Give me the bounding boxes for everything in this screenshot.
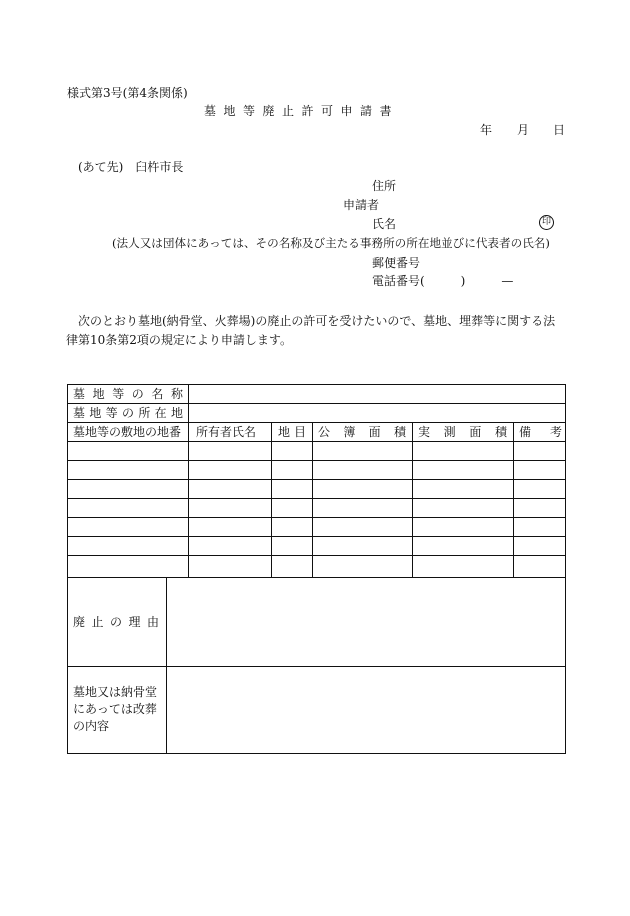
corporate-note: (法人又は団体にあっては、その名称及び主たる事務所の所在地並びに代表者の氏名) [112, 236, 550, 250]
label-reburial-details: 墓地又は納骨堂 にあっては改葬 の内容 [73, 685, 158, 733]
date-line [480, 123, 565, 137]
applicant-name-label: 氏名 [372, 217, 397, 231]
table-rule [68, 577, 565, 578]
table-divider [166, 577, 167, 753]
date-year-label: 年 [480, 123, 493, 137]
table-divider [312, 422, 313, 577]
addressee: (あて先) 臼杵市長 [78, 160, 184, 174]
body-text: 次のとおり墓地(納骨堂、火葬場)の廃止の許可を受けたいので、墓地、埋葬等に関する法律第10条第2項の規定により申請します。 [66, 314, 556, 347]
application-table [67, 384, 566, 754]
form-number: 様式第3号(第4条関係) [67, 86, 188, 100]
table-divider [513, 422, 514, 577]
date-day-label: 日 [553, 123, 566, 137]
page-title: 墓地等廃止許可申請書 [204, 104, 400, 118]
phone-label: 電話番号( ) — [372, 274, 514, 288]
label-abolition-reason: 廃 止 の 理 由 [73, 615, 159, 629]
header-surveyed-area: 実 測 面 積 [418, 425, 507, 439]
seal-mark: 印 [539, 215, 554, 230]
table-rule [68, 460, 565, 461]
header-land-category: 地 目 [278, 425, 306, 439]
table-rule [68, 555, 565, 556]
label-cemetery-name: 墓 地 等 の 名 称 [73, 387, 183, 401]
header-lot-number: 墓地等の敷地の地番 [73, 425, 182, 439]
table-rule [68, 441, 565, 442]
table-rule [68, 479, 565, 480]
table-rule [68, 422, 565, 423]
table-rule [68, 666, 565, 667]
table-rule [68, 536, 565, 537]
table-rule [68, 403, 565, 404]
date-month-label: 月 [517, 123, 530, 137]
table-divider [188, 385, 189, 577]
table-divider [271, 422, 272, 577]
header-remarks: 備 考 [519, 425, 562, 439]
applicant-label: 申請者 [343, 198, 380, 212]
header-owner-name: 所有者氏名 [196, 425, 257, 439]
table-rule [68, 517, 565, 518]
label-cemetery-location: 墓 地 等 の 所 在 地 [73, 406, 183, 420]
table-divider [412, 422, 413, 577]
table-rule [68, 498, 565, 499]
postal-code-label: 郵便番号 [372, 256, 421, 270]
applicant-address-label: 住所 [372, 179, 397, 193]
header-registered-area: 公 簿 面 積 [318, 425, 406, 439]
